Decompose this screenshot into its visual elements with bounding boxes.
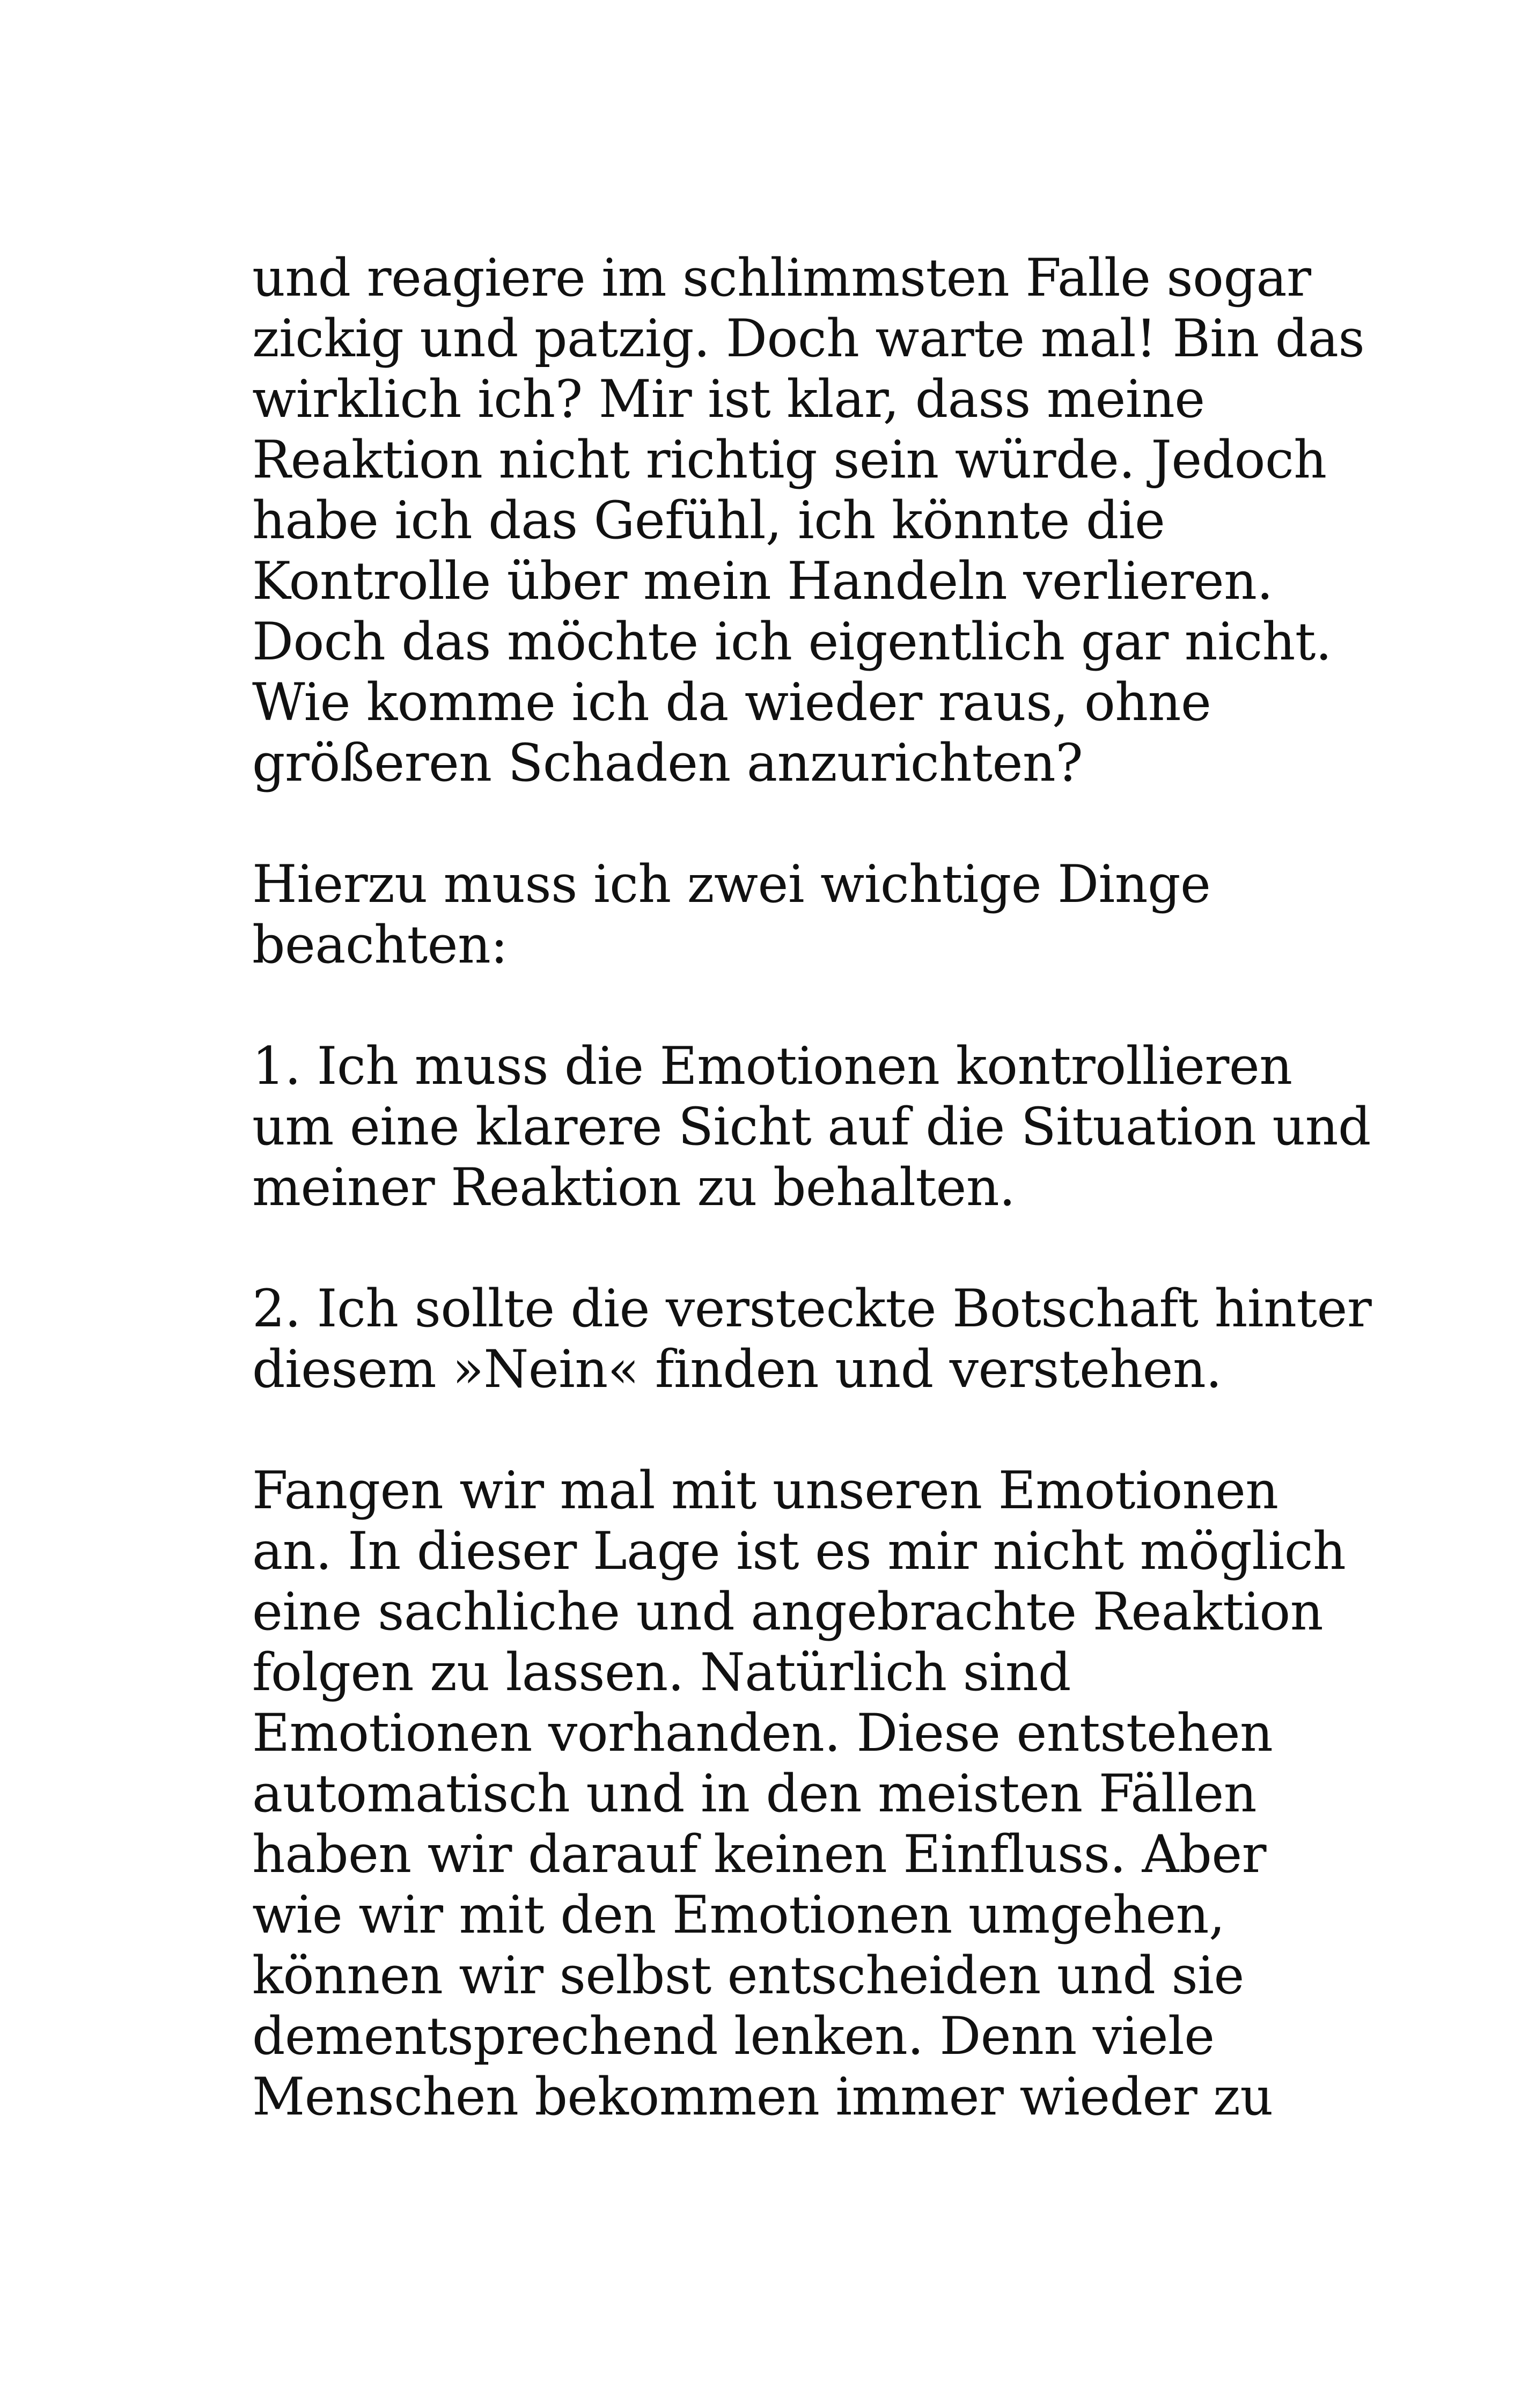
text-line: automatisch und in den meisten Fällen [252, 1764, 1257, 1824]
text-line: eine sachliche und angebrachte Reaktion [252, 1582, 1324, 1642]
text-line: folgen zu lassen. Natürlich sind [252, 1642, 1071, 1702]
text-line: Kontrolle über mein Handeln verlieren. [252, 551, 1273, 611]
text-line: Menschen bekommen immer wieder zu [252, 2067, 1273, 2127]
text-line: und reagiere im schlimmsten Falle sogar [252, 248, 1311, 308]
text-line: 2. Ich sollte die versteckte Botschaft hinter [252, 1279, 1372, 1339]
paragraph-2 [252, 854, 1272, 975]
paragraph-1 [252, 248, 1365, 794]
text-line: an. In dieser Lage ist es mir nicht möglich [252, 1521, 1346, 1581]
text-line: größeren Schaden anzurichten? [252, 733, 1083, 793]
text-line: diesem »Nein« finden und verstehen. [252, 1339, 1222, 1399]
text-line: Reaktion nicht richtig sein würde. Jedoch [252, 430, 1327, 490]
paragraph-gap [252, 975, 1272, 1036]
text-line: meiner Reaktion zu behalten. [252, 1157, 1016, 1217]
paragraph-3 [252, 1036, 1371, 1218]
text-line: wie wir mit den Emotionen umgehen, [252, 1885, 1225, 1945]
text-line: zickig und patzig. Doch warte mal! Bin das [252, 309, 1365, 369]
text-line: Doch das möchte ich eigentlich gar nicht. [252, 612, 1332, 672]
text-line: habe ich das Gefühl, ich könnte die [252, 490, 1165, 550]
paragraph-4 [252, 1279, 1372, 1400]
text-line: wirklich ich? Mir ist klar, dass meine [252, 369, 1205, 429]
text-line: 1. Ich muss die Emotionen kontrollieren [252, 1036, 1292, 1096]
text-line: können wir selbst entscheiden und sie [252, 1946, 1244, 2006]
text-line: Fangen wir mal mit unseren Emotionen [252, 1460, 1278, 1521]
text-line: Emotionen vorhanden. Diese entstehen [252, 1703, 1273, 1763]
paragraph-gap [252, 1400, 1272, 1460]
text-line: haben wir darauf keinen Einfluss. Aber [252, 1824, 1267, 1884]
text-line: beachten: [252, 915, 508, 975]
body-text [252, 248, 1372, 2127]
text-line: um eine klarere Sicht auf die Situation und [252, 1097, 1371, 1157]
paragraph-gap [252, 794, 1272, 854]
paragraph-5 [252, 1460, 1346, 2127]
text-line: Hierzu muss ich zwei wichtige Dinge [252, 854, 1211, 914]
text-line: dementsprechend lenken. Denn viele [252, 2006, 1215, 2066]
text-line: Wie komme ich da wieder raus, ohne [252, 672, 1211, 732]
paragraph-gap [252, 1218, 1272, 1279]
